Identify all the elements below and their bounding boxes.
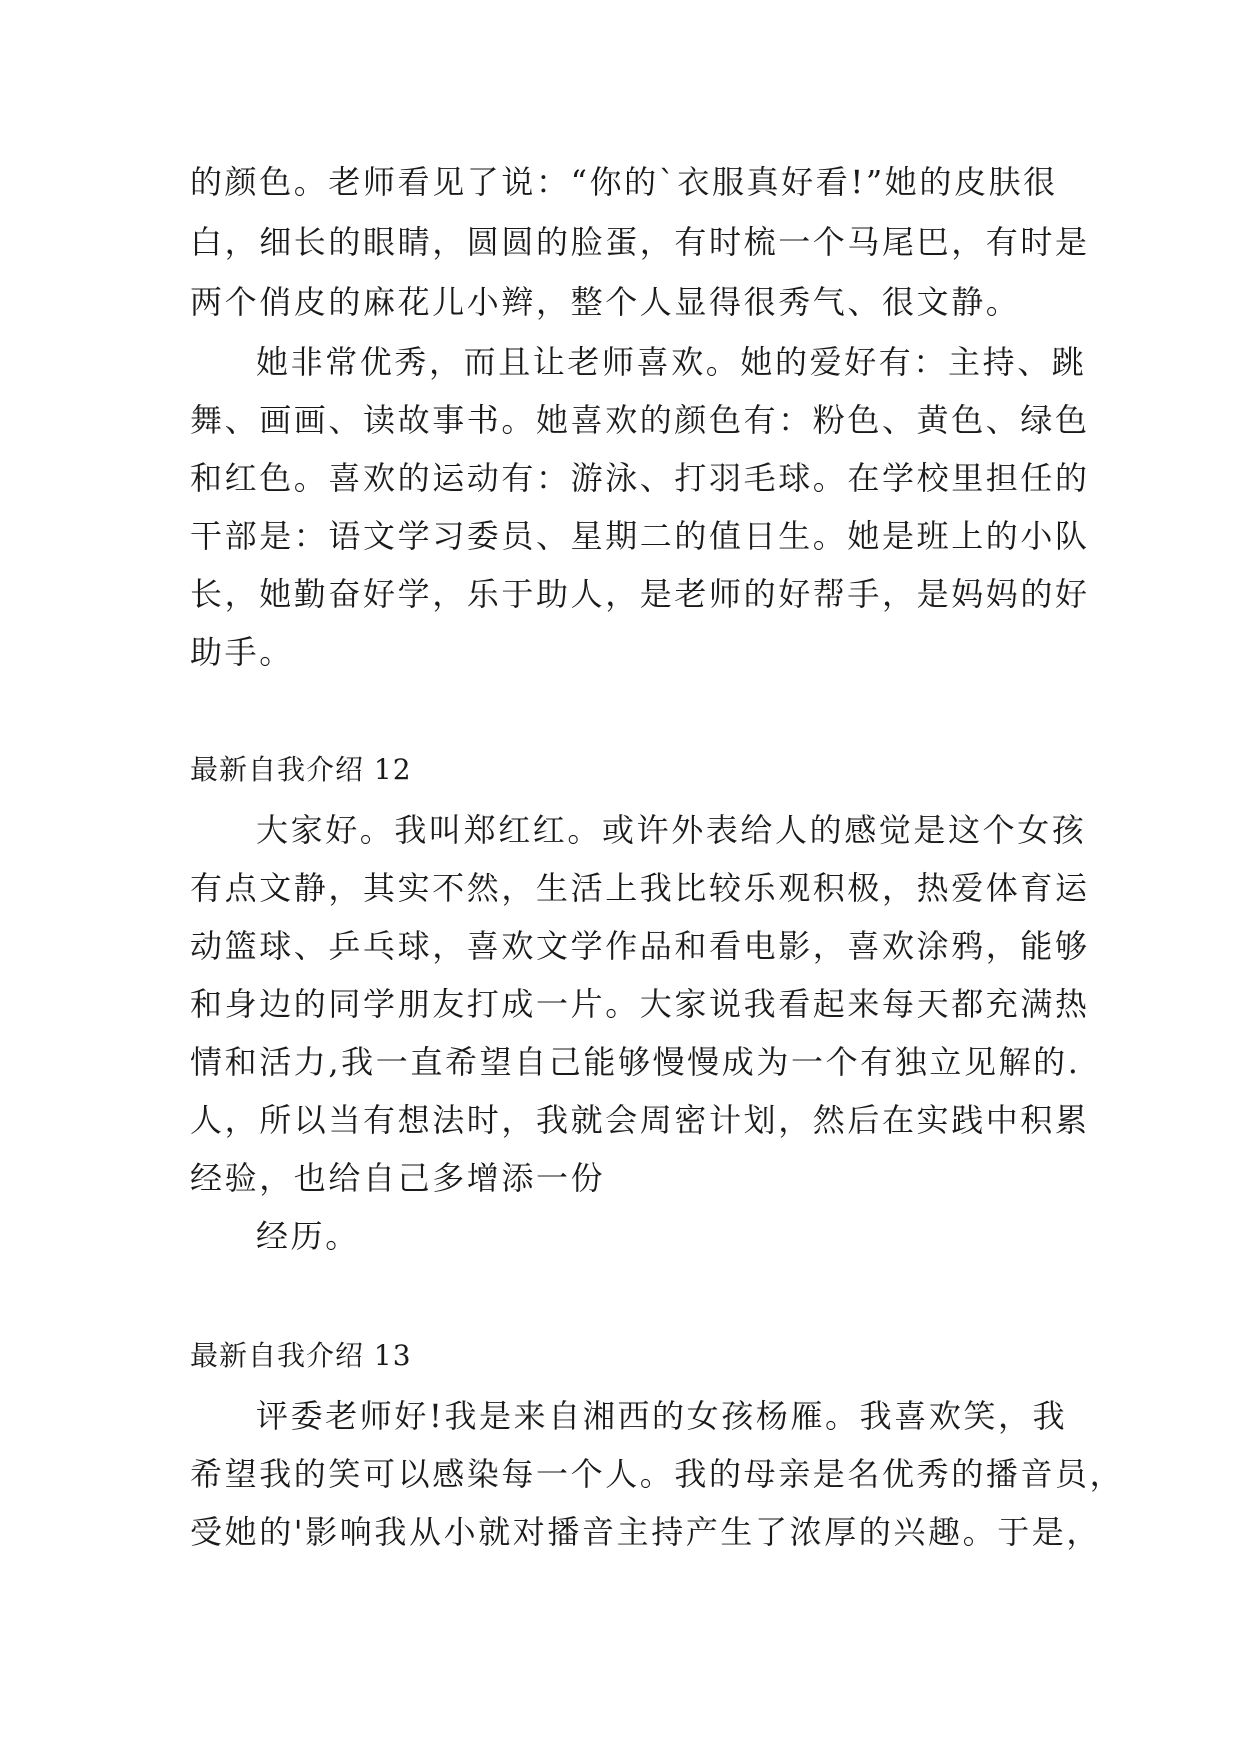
paragraph-line: 长，她勤奋好学，乐于助人，是老师的好帮手，是妈妈的好	[190, 575, 1090, 613]
paragraph-line: 两个俏皮的麻花儿小辫，整个人显得很秀气、很文静。	[190, 283, 1021, 321]
paragraph-line: 和身边的同学朋友打成一片。大家说我看起来每天都充满热	[190, 985, 1090, 1023]
paragraph-line: 受她的'影响我从小就对播音主持产生了浓厚的兴趣。于是，	[190, 1513, 1101, 1551]
paragraph-line: 人，所以当有想法时，我就会周密计划，然后在实践中积累	[190, 1101, 1090, 1139]
paragraph-line: 的颜色。老师看见了说：“你的`衣服真好看!”她的皮肤很	[190, 163, 1058, 201]
section-heading: 最新自我介绍 12	[190, 753, 412, 786]
paragraph-line: 有点文静，其实不然，生活上我比较乐观积极，热爱体育运	[190, 869, 1090, 907]
paragraph-line: 经历。	[256, 1217, 360, 1255]
paragraph-line: 和红色。喜欢的运动有：游泳、打羽毛球。在学校里担任的	[190, 459, 1090, 497]
paragraph-line: 舞、画画、读故事书。她喜欢的颜色有：粉色、黄色、绿色	[190, 401, 1090, 439]
paragraph-line: 动篮球、乒乓球，喜欢文学作品和看电影，喜欢涂鸦，能够	[190, 927, 1090, 965]
section-heading: 最新自我介绍 13	[190, 1339, 412, 1372]
paragraph-line: 助手。	[190, 633, 294, 671]
paragraph-line: 她非常优秀，而且让老师喜欢。她的爱好有：主持、跳	[256, 343, 1087, 381]
paragraph-line: 评委老师好!我是来自湘西的女孩杨雁。我喜欢笑，我	[256, 1397, 1068, 1435]
paragraph-line: 大家好。我叫郑红红。或许外表给人的感觉是这个女孩	[256, 811, 1087, 849]
paragraph-line: 情和活力,我一直希望自己能够慢慢成为一个有独立见解的.	[190, 1043, 1081, 1081]
paragraph-line: 经验，也给自己多增添一份	[190, 1159, 606, 1197]
paragraph-line: 白，细长的眼睛，圆圆的脸蛋，有时梳一个马尾巴，有时是	[190, 223, 1090, 261]
paragraph-line: 希望我的笑可以感染每一个人。我的母亲是名优秀的播音员，	[190, 1455, 1125, 1493]
paragraph-line: 干部是：语文学习委员、星期二的值日生。她是班上的小队	[190, 517, 1090, 555]
